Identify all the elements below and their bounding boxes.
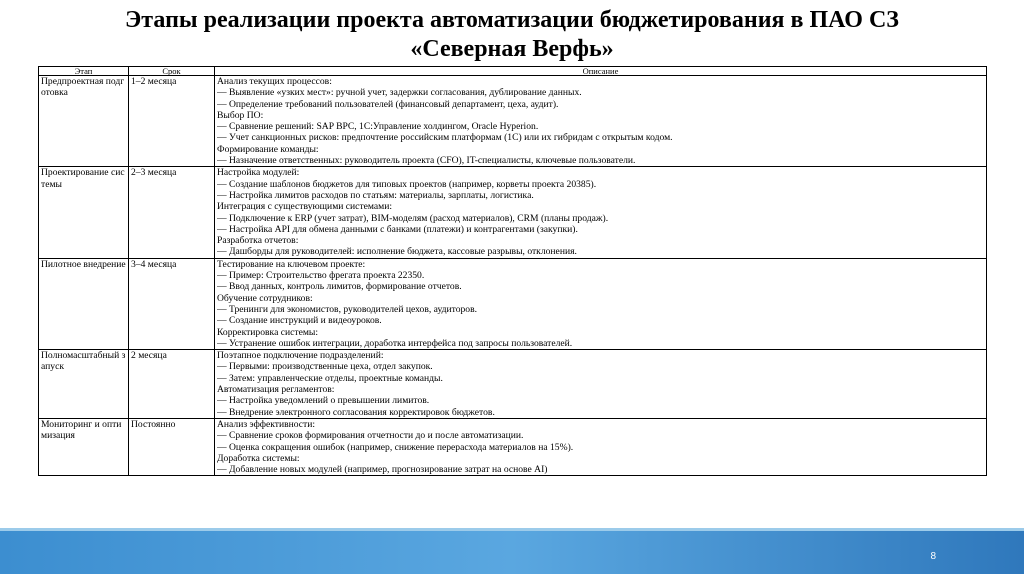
description-cell [215, 258, 987, 349]
description-line: Доработка системы: [217, 452, 300, 464]
description-line: — Тренинги для экономистов, руководителей цехов, аудиторов. [217, 303, 478, 315]
description-line: — Первыми: производственные цеха, отдел закупок. [217, 361, 433, 373]
stages-table [38, 66, 987, 476]
description-line: Анализ эффективности: [217, 418, 316, 430]
description-line: Обучение сотрудников: [217, 292, 313, 304]
description-cell [215, 76, 987, 167]
description-line: Анализ текущих процессов: [217, 76, 332, 87]
description-line: — Добавление новых модулей (например, прогнозирование затрат на основе AI) [217, 464, 548, 476]
description-line: — Создание инструкций и видеоуроков. [217, 315, 382, 327]
table-row [39, 167, 987, 258]
header-description: Описание [215, 67, 987, 76]
description-line: — Сравнение сроков формирования отчетности до и после автоматизации. [217, 430, 524, 442]
description-line: Настройка модулей: [217, 167, 300, 179]
description-line: — Создание шаблонов бюджетов для типовых проектов (например, корветы проекта 20385). [217, 178, 597, 190]
table-row [39, 76, 987, 167]
table-row [39, 350, 987, 419]
description-line: — Учет санкционных рисков: предпочтение российским платформам (1С) или их гибридам с открытым кодом. [217, 132, 673, 144]
stage-cell: Проектирование системы [39, 167, 129, 258]
duration-cell: 1–2 месяца [129, 76, 215, 167]
duration-cell: 3–4 месяца [129, 258, 215, 349]
stage-cell: Мониторинг и оптимизация [39, 418, 129, 475]
description-line: — Пример: Строительство фрегата проекта 22350. [217, 270, 425, 282]
duration-cell: 2–3 месяца [129, 167, 215, 258]
description-cell [215, 167, 987, 258]
description-line: Поэтапное подключение подразделений: [217, 350, 384, 362]
description-line: — Затем: управленческие отделы, проектные команды. [217, 372, 443, 384]
description-line: — Определение требований пользователей (финансовый департамент, цеха, аудит). [217, 98, 559, 110]
description-cell [215, 418, 987, 475]
description-line: — Настройка лимитов расходов по статьям: материалы, зарплаты, логистика. [217, 189, 534, 201]
description-line: — Ввод данных, контроль лимитов, формирование отчетов. [217, 281, 462, 293]
description-line: Разработка отчетов: [217, 235, 299, 247]
description-line: — Настройка API для обмена данными с банками (платежи) и контрагентами (закупки). [217, 223, 578, 235]
table-body [39, 76, 987, 476]
description-line: Автоматизация регламентов: [217, 384, 335, 396]
description-line: — Оценка сокращения ошибок (например, снижение перерасхода материалов на 15%). [217, 441, 574, 453]
description-line: — Подключение к ERP (учет затрат), BIM-моделям (расход материалов), CRM (планы продаж). [217, 212, 609, 224]
table-row [39, 258, 987, 349]
duration-cell: 2 месяца [129, 350, 215, 419]
description-line: Формирование команды: [217, 143, 319, 155]
description-line: Тестирование на ключевом проекте: [217, 258, 366, 270]
header-duration: Срок [129, 67, 215, 76]
footer-band [0, 531, 1024, 574]
description-line: — Настройка уведомлений о превышении лимитов. [217, 395, 430, 407]
description-line: — Устранение ошибок интеграции, доработка интерфейса под запросы пользователей. [217, 337, 573, 349]
description-line: Корректировка системы: [217, 326, 319, 338]
description-line: — Дашборды для руководителей: исполнение бюджета, кассовые разрывы, отклонения. [217, 246, 577, 258]
slide-title-line-2: «Северная Верфь» [410, 36, 614, 62]
slide-title [60, 6, 964, 64]
page-number: 8 [930, 551, 936, 562]
description-line: — Выявление «узких мест»: ручной учет, задержки согласования, дублирование данных. [217, 87, 582, 99]
description-line: — Назначение ответственных: руководитель проекта (CFO), IT-специалисты, ключевые пользователи. [217, 155, 636, 167]
duration-cell: Постоянно [129, 418, 215, 475]
stage-cell: Предпроектная подготовка [39, 76, 129, 167]
header-stage: Этап [39, 67, 129, 76]
stage-cell: Полномасштабный запуск [39, 350, 129, 419]
slide-title-line-1: Этапы реализации проекта автоматизации бюджетирования в ПАО СЗ [125, 7, 899, 33]
description-line: — Внедрение электронного согласования корректировок бюджетов. [217, 406, 495, 418]
description-line: — Сравнение решений: SAP BPC, 1С:Управление холдингом, Oracle Hyperion. [217, 121, 539, 133]
description-line: Интеграция с существующими системами: [217, 201, 393, 213]
table-row [39, 418, 987, 475]
description-line: Выбор ПО: [217, 109, 264, 121]
description-cell [215, 350, 987, 419]
stage-cell: Пилотное внедрение [39, 258, 129, 349]
table-header-row [39, 67, 987, 76]
